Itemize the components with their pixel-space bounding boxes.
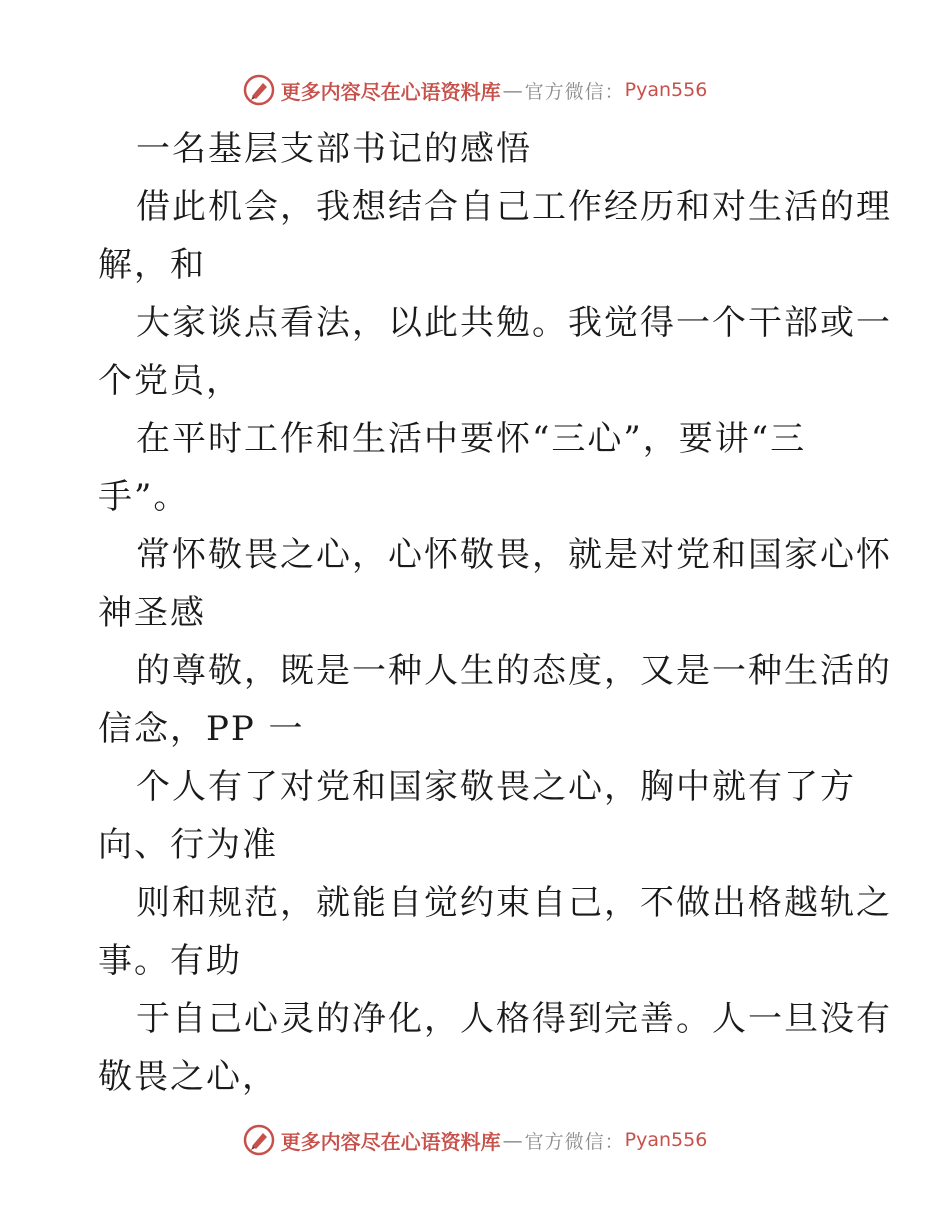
- paragraph-line: 借此机会，我想结合自己工作经历和对生活的理: [136, 187, 892, 227]
- paragraph-line: 敬畏之心，: [98, 1057, 278, 1097]
- footer-banner: [0, 1120, 950, 1160]
- pen-seal-logo-icon: [243, 74, 275, 106]
- paragraph-line: 解，和: [98, 245, 206, 285]
- paragraph-line: 常怀敬畏之心，心怀敬畏，就是对党和国家心怀: [136, 535, 892, 575]
- paragraph-line: 的尊敬，既是一种人生的态度，又是一种生活的: [136, 651, 892, 691]
- banner-wechat-label: 官方微信：: [524, 1130, 625, 1153]
- paragraph-line: 在平时工作和生活中要怀“三心”，要讲“三: [136, 419, 807, 459]
- paragraph-line: 神圣感: [98, 593, 206, 633]
- paragraph-line: 则和规范，就能自觉约束自己，不做出格越轨之: [136, 883, 892, 923]
- paragraph-line: 于自己心灵的净化，人格得到完善。人一旦没有: [136, 999, 892, 1039]
- paragraph-line: 向、行为准: [98, 825, 278, 865]
- paragraph-line: 个人有了对党和国家敬畏之心，胸中就有了方: [136, 767, 856, 807]
- banner-main-text: 更多内容尽在心语资料库: [280, 79, 501, 104]
- banner-separator: —: [502, 1128, 523, 1152]
- banner-separator: —: [502, 78, 523, 102]
- header-banner: [0, 70, 950, 110]
- document-body: [98, 120, 892, 1106]
- paragraph-line: 个党员，: [98, 361, 242, 401]
- banner-wechat-id: Pyan556: [624, 79, 708, 101]
- banner-wechat-id: Pyan556: [624, 1129, 708, 1151]
- banner-main-text: 更多内容尽在心语资料库: [280, 1129, 501, 1154]
- paragraph-line: 事。有助: [98, 941, 242, 981]
- banner-wechat-label: 官方微信：: [524, 80, 625, 103]
- paragraph-line: 手”。: [98, 477, 190, 517]
- document-title: 一名基层支部书记的感悟: [136, 129, 532, 169]
- pen-seal-logo-icon: [243, 1124, 275, 1156]
- paragraph-line: 大家谈点看法，以此共勉。我觉得一个干部或一: [136, 303, 892, 343]
- paragraph-line: 信念，PP 一: [98, 709, 305, 749]
